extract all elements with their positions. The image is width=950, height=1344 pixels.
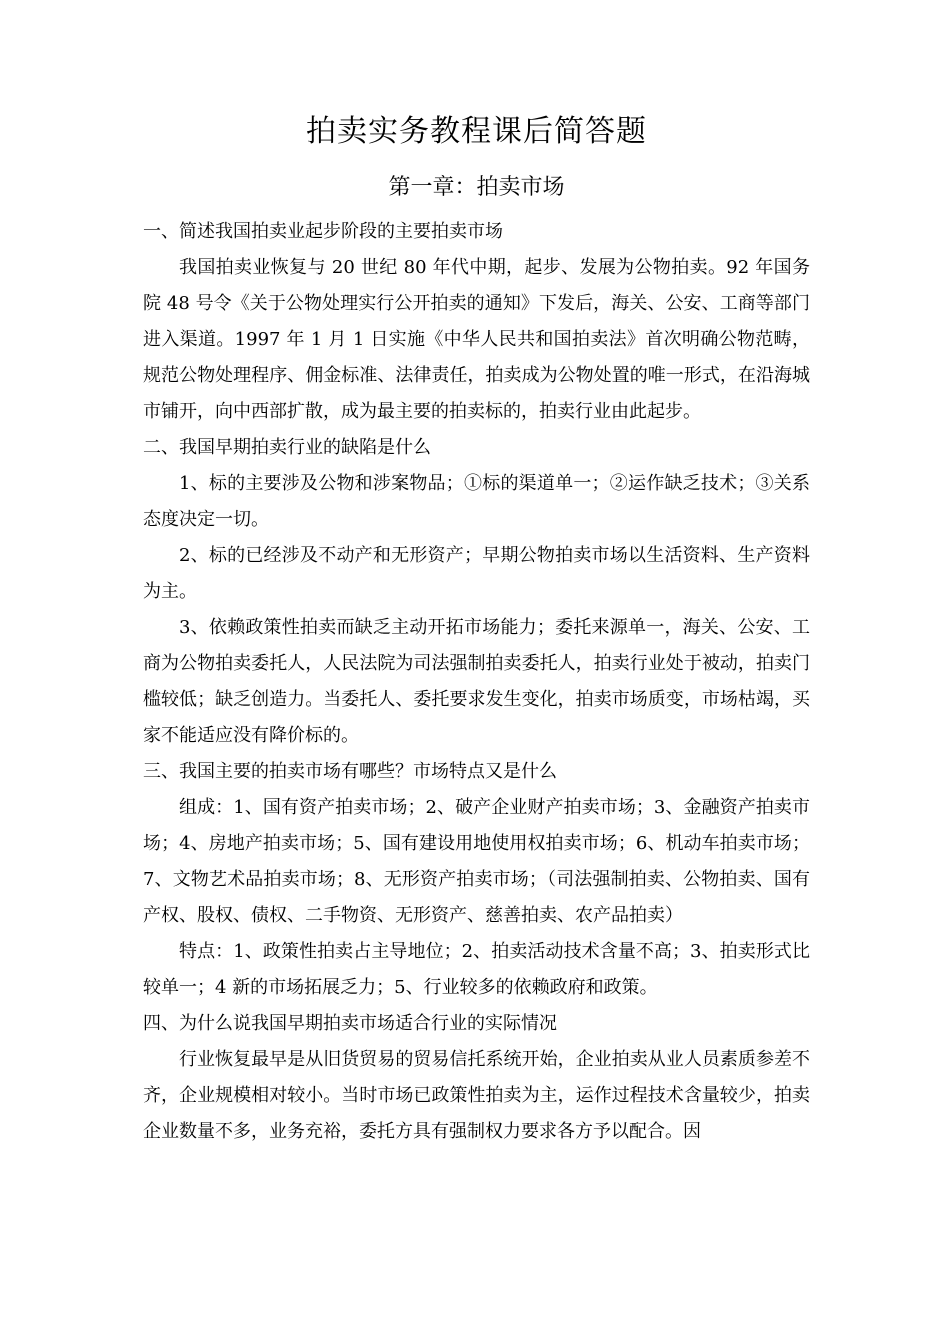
section-3 xyxy=(143,754,810,1006)
question-heading: 三、我国主要的拍卖市场有哪些？市场特点又是什么 xyxy=(143,761,557,782)
answer-paragraph: 特点：1、政策性拍卖占主导地位；2、拍卖活动技术含量不高；3、拍卖形式比较单一；4 新的市场拓展乏力；5、行业较多的依赖政府和政策。 xyxy=(143,941,810,998)
answer-paragraph: 组成：1、国有资产拍卖市场；2、破产企业财产拍卖市场；3、金融资产拍卖市场；4、房地产拍卖市场；5、国有建设用地使用权拍卖市场；6、机动车拍卖市场；7、文物艺术品拍卖市场；8、无形资产拍卖市场；（司法强制拍卖、公物拍卖、国有产权、股权、债权、二手物资、无形资产、慈善拍卖、农产品拍卖） xyxy=(143,797,810,926)
answer-paragraph: 我国拍卖业恢复与 20 世纪 80 年代中期，起步、发展为公物拍卖。92 年国务院 48 号令《关于公物处理实行公开拍卖的通知》下发后，海关、公安、工商等部门进入渠道。1997 年 1 月 1 日实施《中华人民共和国拍卖法》首次明确公物范畴，规范公物处理程序、佣金标准、法律责任，拍卖成为公物处置的唯一形式，在沿海城市铺开，向中西部扩散，成为最主要的拍卖标的，拍卖行业由此起步。 xyxy=(143,257,810,422)
answer-paragraph: 行业恢复最早是从旧货贸易的贸易信托系统开始，企业拍卖从业人员素质参差不齐，企业规模相对较小。当时市场已政策性拍卖为主，运作过程技术含量较少，拍卖企业数量不多，业务充裕，委托方具有强制权力要求各方予以配合。因 xyxy=(143,1049,810,1142)
answer-paragraph: 3、依赖政策性拍卖而缺乏主动开拓市场能力；委托来源单一，海关、公安、工商为公物拍卖委托人，人民法院为司法强制拍卖委托人，拍卖行业处于被动，拍卖门槛较低；缺乏创造力。当委托人、委托要求发生变化，拍卖市场质变，市场枯竭，买家不能适应没有降价标的。 xyxy=(143,617,810,746)
chapter-title: 第一章：拍卖市场 xyxy=(388,175,565,200)
document-page xyxy=(143,110,810,1150)
question-heading: 一、简述我国拍卖业起步阶段的主要拍卖市场 xyxy=(143,221,503,242)
document-title: 拍卖实务教程课后简答题 xyxy=(306,114,647,149)
answer-paragraph: 2、标的已经涉及不动产和无形资产；早期公物拍卖市场以生活资料、生产资料为主。 xyxy=(143,545,810,602)
section-4 xyxy=(143,1006,810,1150)
section-2 xyxy=(143,430,810,754)
question-heading: 四、为什么说我国早期拍卖市场适合行业的实际情况 xyxy=(143,1013,557,1034)
answer-paragraph: 1、标的主要涉及公物和涉案物品；①标的渠道单一；②运作缺乏技术；③关系态度决定一切。 xyxy=(143,473,810,530)
section-1 xyxy=(143,214,810,430)
question-heading: 二、我国早期拍卖行业的缺陷是什么 xyxy=(143,437,431,458)
